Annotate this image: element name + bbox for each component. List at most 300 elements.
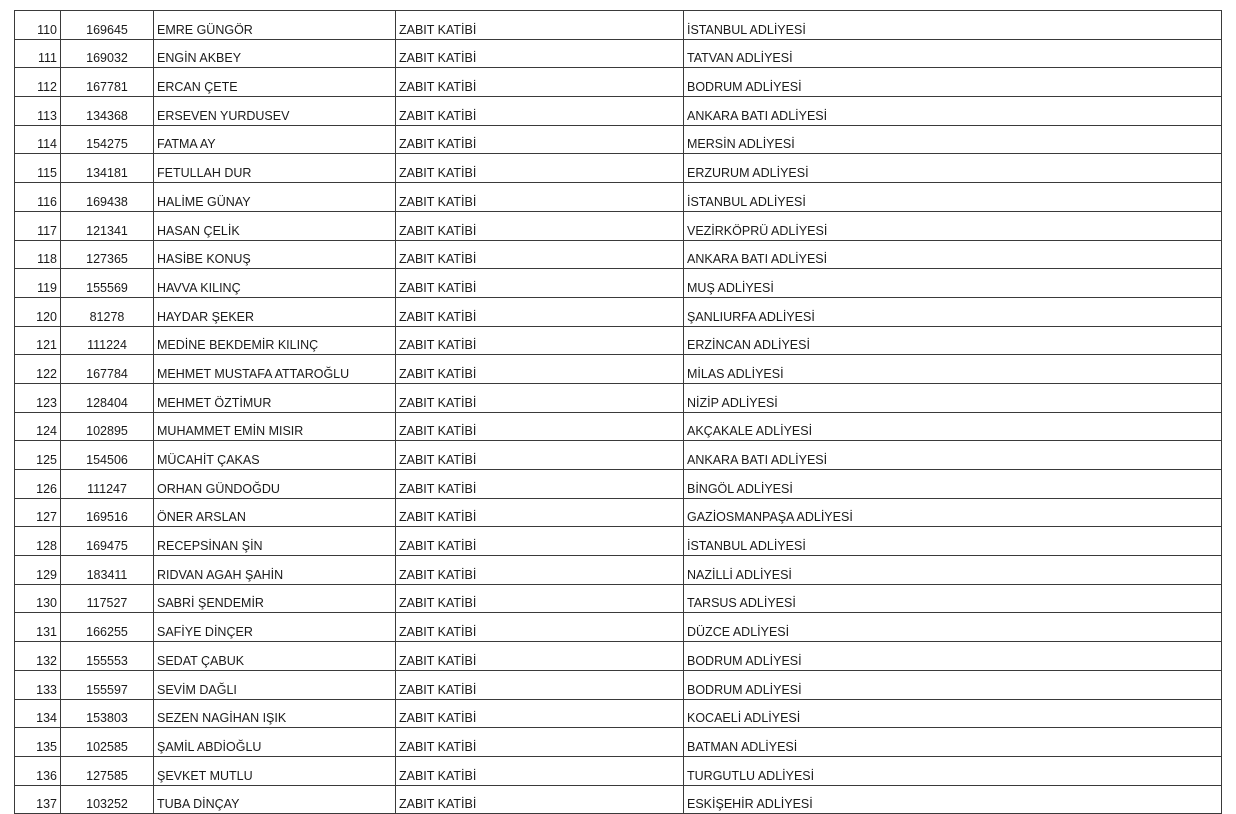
job-title: ZABIT KATİBİ: [399, 137, 477, 152]
full-name: SABRİ ŞENDEMİR: [157, 596, 264, 611]
table-row: [15, 441, 1222, 470]
job-title: ZABIT KATİBİ: [399, 567, 477, 582]
full-name: ENGİN AKBEY: [157, 51, 242, 66]
registry-id-cell: [61, 39, 154, 68]
row-number: 117: [37, 223, 57, 238]
courthouse: VEZİRKÖPRÜ ADLİYESİ: [687, 223, 828, 238]
full-name-cell: [154, 68, 396, 97]
job-title-cell: [396, 355, 684, 384]
courthouse: ŞANLIURFA ADLİYESİ: [687, 309, 815, 324]
row-number: 127: [36, 510, 57, 525]
courthouse-cell: [684, 68, 1222, 97]
courthouse: İSTANBUL ADLİYESİ: [687, 22, 806, 37]
row-number-cell: [15, 297, 61, 326]
full-name: MEHMET MUSTAFA ATTAROĞLU: [157, 366, 350, 381]
job-title-cell: [396, 383, 684, 412]
registry-id: 155553: [86, 653, 128, 668]
job-title-cell: [396, 326, 684, 355]
courthouse-cell: [684, 613, 1222, 642]
row-number-cell: [15, 556, 61, 585]
courthouse-cell: [684, 556, 1222, 585]
courthouse: ERZİNCAN ADLİYESİ: [687, 338, 810, 353]
assignment-table: [14, 10, 1222, 814]
job-title-cell: [396, 269, 684, 298]
full-name: ORHAN GÜNDOĞDU: [157, 481, 280, 496]
courthouse: MUŞ ADLİYESİ: [687, 280, 774, 295]
job-title: ZABIT KATİBİ: [399, 51, 477, 66]
courthouse: ERZURUM ADLİYESİ: [687, 166, 809, 181]
job-title: ZABIT KATİBİ: [399, 223, 477, 238]
courthouse: ANKARA BATI ADLİYESİ: [687, 108, 828, 123]
registry-id: 111224: [87, 338, 127, 353]
job-title: ZABIT KATİBİ: [399, 166, 477, 181]
job-title-cell: [396, 756, 684, 785]
registry-id-cell: [61, 326, 154, 355]
row-number: 133: [36, 682, 57, 697]
registry-id: 153803: [86, 711, 128, 726]
courthouse: ANKARA BATI ADLİYESİ: [687, 252, 828, 267]
full-name: HALİME GÜNAY: [157, 194, 251, 209]
courthouse-cell: [684, 97, 1222, 126]
row-number-cell: [15, 527, 61, 556]
full-name: ŞEVKET MUTLU: [157, 768, 253, 783]
full-name-cell: [154, 584, 396, 613]
full-name: EMRE GÜNGÖR: [157, 22, 253, 37]
row-number-cell: [15, 699, 61, 728]
job-title-cell: [396, 642, 684, 671]
registry-id: 121341: [86, 223, 128, 238]
row-number: 115: [37, 166, 57, 181]
job-title-cell: [396, 728, 684, 757]
job-title: ZABIT KATİBİ: [399, 108, 477, 123]
registry-id: 127585: [86, 768, 128, 783]
registry-id-cell: [61, 383, 154, 412]
job-title-cell: [396, 39, 684, 68]
full-name: SEVİM DAĞLI: [157, 682, 237, 697]
table-row: [15, 125, 1222, 154]
full-name-cell: [154, 11, 396, 40]
row-number: 123: [36, 395, 57, 410]
job-title-cell: [396, 699, 684, 728]
row-number-cell: [15, 183, 61, 212]
job-title: ZABIT KATİBİ: [399, 739, 477, 754]
full-name-cell: [154, 527, 396, 556]
registry-id-cell: [61, 297, 154, 326]
row-number-cell: [15, 670, 61, 699]
full-name-cell: [154, 556, 396, 585]
full-name-cell: [154, 39, 396, 68]
registry-id-cell: [61, 211, 154, 240]
registry-id: 154275: [86, 137, 128, 152]
courthouse-cell: [684, 699, 1222, 728]
full-name: ERCAN ÇETE: [157, 80, 238, 95]
registry-id-cell: [61, 642, 154, 671]
full-name-cell: [154, 355, 396, 384]
table-row: [15, 584, 1222, 613]
full-name: FATMA AY: [157, 137, 216, 152]
courthouse-cell: [684, 756, 1222, 785]
row-number-cell: [15, 154, 61, 183]
registry-id-cell: [61, 355, 154, 384]
full-name: MEHMET ÖZTİMUR: [157, 395, 272, 410]
registry-id: 103252: [86, 797, 128, 812]
row-number-cell: [15, 584, 61, 613]
registry-id: 169645: [86, 22, 128, 37]
courthouse: İSTANBUL ADLİYESİ: [687, 539, 806, 554]
row-number-cell: [15, 125, 61, 154]
registry-id: 167784: [86, 366, 128, 381]
row-number: 122: [36, 366, 57, 381]
row-number: 129: [36, 567, 57, 582]
job-title: ZABIT KATİBİ: [399, 625, 477, 640]
job-title: ZABIT KATİBİ: [399, 366, 477, 381]
job-title: ZABIT KATİBİ: [399, 309, 477, 324]
job-title-cell: [396, 97, 684, 126]
table-body: [15, 11, 1222, 814]
courthouse-cell: [684, 154, 1222, 183]
courthouse: MERSİN ADLİYESİ: [687, 137, 795, 152]
table-row: [15, 556, 1222, 585]
table-row: [15, 728, 1222, 757]
job-title-cell: [396, 527, 684, 556]
row-number: 130: [36, 596, 57, 611]
job-title: ZABIT KATİBİ: [399, 194, 477, 209]
registry-id: 134181: [86, 166, 128, 181]
registry-id: 134368: [86, 108, 128, 123]
courthouse: BODRUM ADLİYESİ: [687, 80, 802, 95]
courthouse-cell: [684, 498, 1222, 527]
registry-id: 167781: [86, 80, 128, 95]
full-name-cell: [154, 412, 396, 441]
row-number-cell: [15, 240, 61, 269]
row-number-cell: [15, 68, 61, 97]
table-row: [15, 412, 1222, 441]
full-name: SEDAT ÇABUK: [157, 653, 245, 668]
row-number-cell: [15, 97, 61, 126]
courthouse-cell: [684, 11, 1222, 40]
courthouse-cell: [684, 470, 1222, 499]
table-row: [15, 211, 1222, 240]
full-name-cell: [154, 297, 396, 326]
registry-id: 154506: [86, 453, 128, 467]
job-title-cell: [396, 297, 684, 326]
courthouse: MİLAS ADLİYESİ: [687, 366, 784, 381]
table-row: [15, 470, 1222, 499]
job-title-cell: [396, 154, 684, 183]
registry-id-cell: [61, 470, 154, 499]
row-number-cell: [15, 613, 61, 642]
row-number: 111: [37, 51, 57, 66]
row-number-cell: [15, 355, 61, 384]
registry-id-cell: [61, 125, 154, 154]
registry-id-cell: [61, 670, 154, 699]
full-name: RECEPSİNAN ŞİN: [157, 539, 263, 554]
full-name: MEDİNE BEKDEMİR KILINÇ: [157, 338, 319, 353]
full-name-cell: [154, 785, 396, 814]
row-number: 118: [37, 252, 57, 267]
job-title: ZABIT KATİBİ: [399, 481, 477, 496]
courthouse: BATMAN ADLİYESİ: [687, 739, 798, 754]
registry-id-cell: [61, 556, 154, 585]
registry-id: 128404: [86, 395, 128, 410]
full-name-cell: [154, 470, 396, 499]
table-row: [15, 383, 1222, 412]
row-number-cell: [15, 785, 61, 814]
courthouse: NİZİP ADLİYESİ: [687, 395, 778, 410]
registry-id-cell: [61, 498, 154, 527]
row-number: 136: [36, 768, 57, 783]
row-number-cell: [15, 211, 61, 240]
registry-id: 111247: [87, 481, 127, 496]
job-title: ZABIT KATİBİ: [399, 797, 477, 812]
registry-id-cell: [61, 613, 154, 642]
courthouse-cell: [684, 527, 1222, 556]
job-title-cell: [396, 11, 684, 40]
row-number-cell: [15, 39, 61, 68]
courthouse: NAZİLLİ ADLİYESİ: [687, 567, 792, 582]
job-title: ZABIT KATİBİ: [399, 596, 477, 611]
full-name: SAFİYE DİNÇER: [157, 625, 253, 640]
courthouse: AKÇAKALE ADLİYESİ: [687, 424, 813, 439]
courthouse: BODRUM ADLİYESİ: [687, 653, 802, 668]
job-title: ZABIT KATİBİ: [399, 453, 477, 467]
row-number-cell: [15, 269, 61, 298]
registry-id: 169475: [86, 539, 128, 554]
table-row: [15, 642, 1222, 671]
table-row: [15, 39, 1222, 68]
full-name: RIDVAN AGAH ŞAHİN: [157, 567, 284, 582]
table-row: [15, 97, 1222, 126]
job-title: ZABIT KATİBİ: [399, 252, 477, 267]
registry-id-cell: [61, 441, 154, 470]
job-title: ZABIT KATİBİ: [399, 539, 477, 554]
row-number-cell: [15, 412, 61, 441]
registry-id-cell: [61, 584, 154, 613]
job-title: ZABIT KATİBİ: [399, 424, 477, 439]
row-number: 124: [36, 424, 57, 439]
table-row: [15, 11, 1222, 40]
full-name-cell: [154, 441, 396, 470]
row-number: 126: [36, 481, 57, 496]
job-title-cell: [396, 613, 684, 642]
courthouse: BODRUM ADLİYESİ: [687, 682, 802, 697]
table-row: [15, 756, 1222, 785]
row-number: 132: [36, 653, 57, 668]
full-name-cell: [154, 642, 396, 671]
table-row: [15, 183, 1222, 212]
table-row: [15, 154, 1222, 183]
table-row: [15, 785, 1222, 814]
registry-id: 169438: [86, 194, 128, 209]
full-name-cell: [154, 756, 396, 785]
table-row: [15, 68, 1222, 97]
row-number-cell: [15, 441, 61, 470]
registry-id-cell: [61, 412, 154, 441]
job-title: ZABIT KATİBİ: [399, 338, 477, 353]
row-number: 110: [37, 22, 57, 37]
registry-id-cell: [61, 269, 154, 298]
row-number: 125: [36, 453, 57, 467]
courthouse-cell: [684, 584, 1222, 613]
full-name-cell: [154, 154, 396, 183]
job-title-cell: [396, 412, 684, 441]
courthouse-cell: [684, 125, 1222, 154]
courthouse: GAZİOSMANPAŞA ADLİYESİ: [687, 510, 853, 525]
full-name: HASİBE KONUŞ: [157, 252, 251, 267]
table-row: [15, 240, 1222, 269]
full-name-cell: [154, 211, 396, 240]
courthouse-cell: [684, 240, 1222, 269]
row-number: 128: [36, 539, 57, 554]
job-title: ZABIT KATİBİ: [399, 653, 477, 668]
registry-id-cell: [61, 756, 154, 785]
courthouse-cell: [684, 441, 1222, 470]
courthouse-cell: [684, 670, 1222, 699]
row-number-cell: [15, 728, 61, 757]
job-title-cell: [396, 68, 684, 97]
full-name-cell: [154, 97, 396, 126]
courthouse: TATVAN ADLİYESİ: [687, 51, 793, 66]
registry-id-cell: [61, 699, 154, 728]
job-title-cell: [396, 125, 684, 154]
registry-id-cell: [61, 68, 154, 97]
courthouse: DÜZCE ADLİYESİ: [687, 625, 790, 640]
registry-id-cell: [61, 183, 154, 212]
job-title-cell: [396, 470, 684, 499]
registry-id: 102585: [86, 739, 128, 754]
row-number: 119: [37, 280, 57, 295]
full-name: HASAN ÇELİK: [157, 223, 240, 238]
job-title: ZABIT KATİBİ: [399, 280, 477, 295]
registry-id: 155597: [86, 682, 128, 697]
courthouse-cell: [684, 412, 1222, 441]
registry-id-cell: [61, 527, 154, 556]
full-name: HAYDAR ŞEKER: [157, 309, 255, 324]
job-title-cell: [396, 240, 684, 269]
full-name-cell: [154, 383, 396, 412]
full-name: FETULLAH DUR: [157, 166, 252, 181]
courthouse-cell: [684, 269, 1222, 298]
row-number: 112: [37, 80, 57, 95]
full-name: SEZEN NAGİHAN IŞIK: [157, 711, 287, 726]
job-title-cell: [396, 785, 684, 814]
full-name-cell: [154, 125, 396, 154]
row-number: 113: [37, 108, 57, 123]
courthouse-cell: [684, 39, 1222, 68]
courthouse-cell: [684, 785, 1222, 814]
full-name: ERSEVEN YURDUSEV: [157, 108, 290, 123]
full-name: MUHAMMET EMİN MISIR: [157, 424, 304, 439]
table-row: [15, 498, 1222, 527]
registry-id-cell: [61, 728, 154, 757]
full-name: HAVVA KILINÇ: [157, 280, 241, 295]
registry-id: 127365: [86, 252, 128, 267]
courthouse-cell: [684, 355, 1222, 384]
table-row: [15, 269, 1222, 298]
table-row: [15, 326, 1222, 355]
job-title: ZABIT KATİBİ: [399, 711, 477, 726]
courthouse: BİNGÖL ADLİYESİ: [687, 481, 793, 496]
table-row: [15, 670, 1222, 699]
document-page: [14, 10, 1222, 812]
row-number-cell: [15, 470, 61, 499]
courthouse-cell: [684, 211, 1222, 240]
row-number: 120: [36, 309, 57, 324]
row-number: 114: [37, 137, 57, 152]
courthouse-cell: [684, 728, 1222, 757]
registry-id-cell: [61, 11, 154, 40]
row-number-cell: [15, 642, 61, 671]
registry-id-cell: [61, 97, 154, 126]
full-name: ÖNER ARSLAN: [157, 510, 246, 525]
row-number: 121: [36, 338, 57, 353]
registry-id: 169032: [86, 51, 128, 66]
row-number: 134: [36, 711, 57, 726]
full-name-cell: [154, 699, 396, 728]
courthouse: ANKARA BATI ADLİYESİ: [687, 453, 828, 467]
job-title-cell: [396, 670, 684, 699]
job-title-cell: [396, 441, 684, 470]
courthouse-cell: [684, 297, 1222, 326]
full-name-cell: [154, 269, 396, 298]
full-name-cell: [154, 728, 396, 757]
courthouse: ESKİŞEHİR ADLİYESİ: [687, 797, 813, 812]
row-number-cell: [15, 11, 61, 40]
courthouse-cell: [684, 326, 1222, 355]
row-number: 116: [37, 194, 57, 209]
registry-id: 155569: [86, 280, 128, 295]
full-name-cell: [154, 498, 396, 527]
job-title: ZABIT KATİBİ: [399, 510, 477, 525]
full-name-cell: [154, 183, 396, 212]
registry-id-cell: [61, 154, 154, 183]
full-name-cell: [154, 613, 396, 642]
table-row: [15, 613, 1222, 642]
job-title-cell: [396, 211, 684, 240]
courthouse-cell: [684, 383, 1222, 412]
full-name: MÜCAHİT ÇAKAS: [157, 453, 260, 467]
courthouse: TURGUTLU ADLİYESİ: [687, 768, 815, 783]
row-number: 135: [36, 739, 57, 754]
row-number-cell: [15, 498, 61, 527]
registry-id-cell: [61, 240, 154, 269]
table-row: [15, 699, 1222, 728]
registry-id: 102895: [86, 424, 128, 439]
registry-id: 81278: [89, 309, 125, 324]
table-row: [15, 355, 1222, 384]
job-title: ZABIT KATİBİ: [399, 395, 477, 410]
job-title-cell: [396, 556, 684, 585]
full-name: TUBA DİNÇAY: [157, 797, 240, 812]
row-number: 137: [36, 797, 57, 812]
full-name-cell: [154, 670, 396, 699]
row-number-cell: [15, 383, 61, 412]
job-title: ZABIT KATİBİ: [399, 682, 477, 697]
registry-id: 183411: [86, 567, 128, 582]
job-title: ZABIT KATİBİ: [399, 80, 477, 95]
registry-id: 166255: [86, 625, 128, 640]
courthouse: KOCAELİ ADLİYESİ: [687, 711, 801, 726]
registry-id: 169516: [86, 510, 128, 525]
row-number-cell: [15, 756, 61, 785]
full-name-cell: [154, 240, 396, 269]
job-title: ZABIT KATİBİ: [399, 22, 477, 37]
job-title-cell: [396, 183, 684, 212]
registry-id: 117527: [86, 596, 128, 611]
courthouse: TARSUS ADLİYESİ: [687, 596, 796, 611]
courthouse-cell: [684, 642, 1222, 671]
job-title: ZABIT KATİBİ: [399, 768, 477, 783]
